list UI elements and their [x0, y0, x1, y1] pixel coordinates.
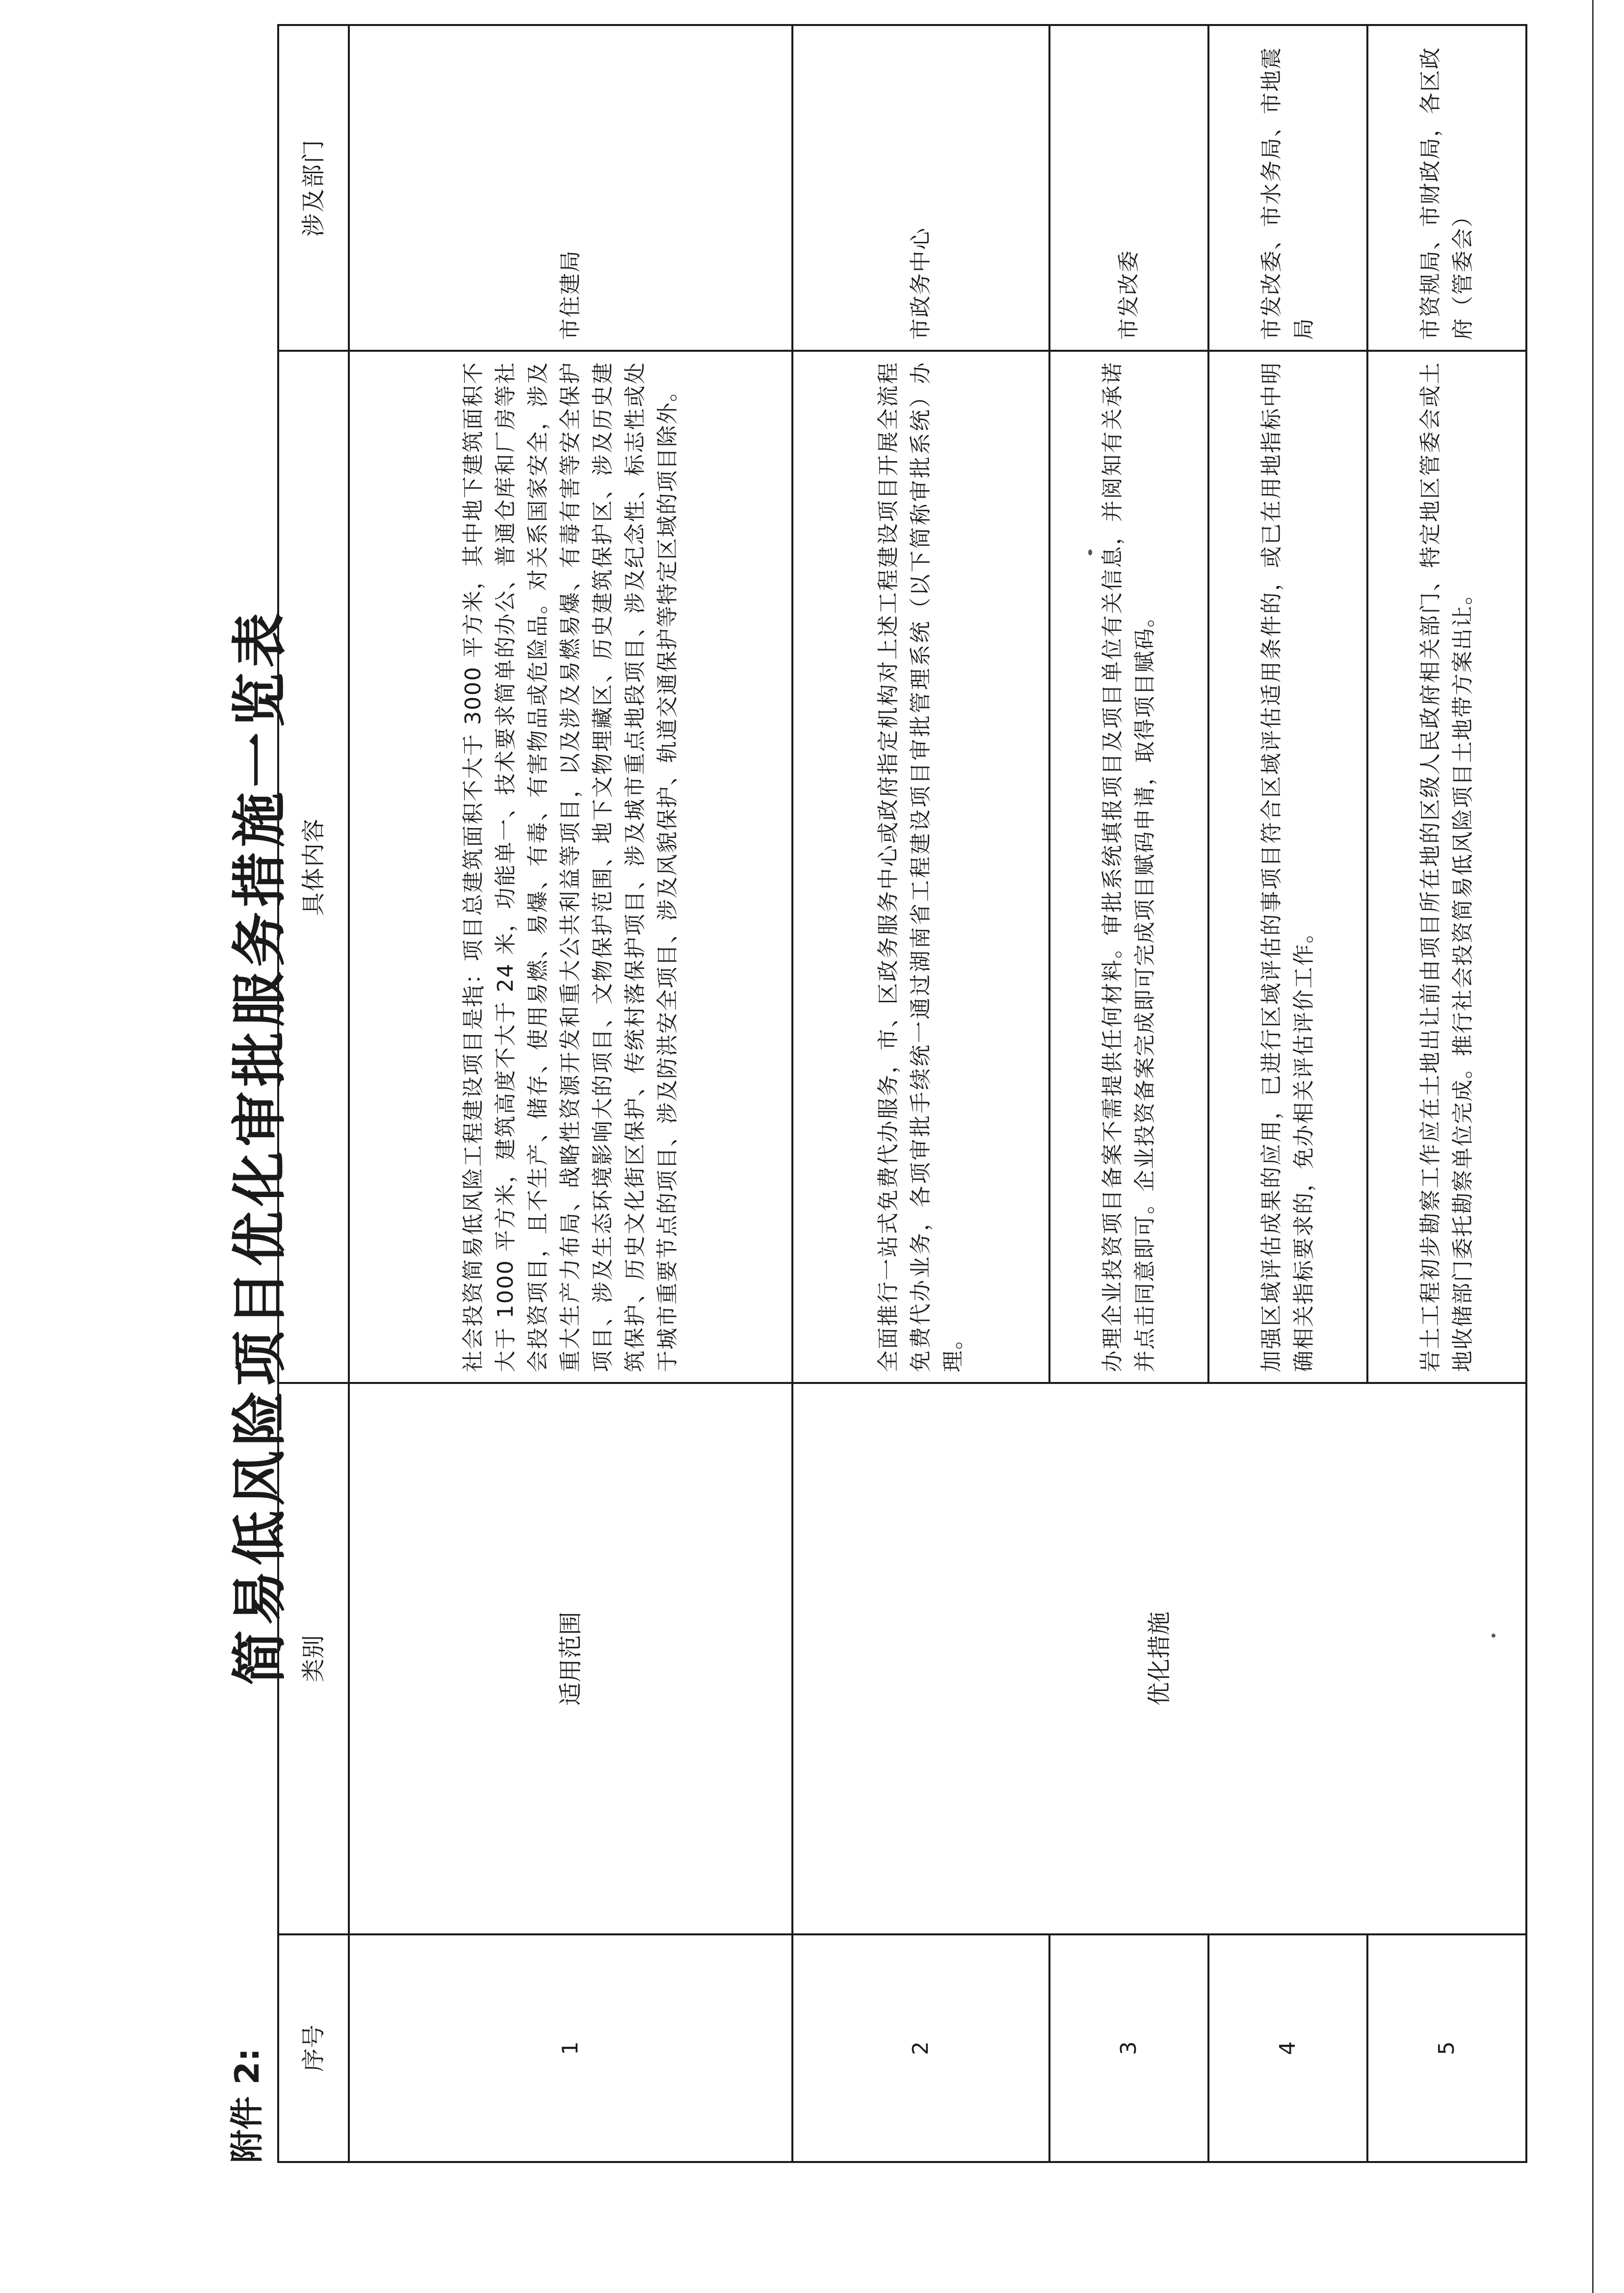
header-content: 具体内容 [278, 351, 349, 1383]
row-department: 市住建局 [349, 25, 792, 351]
table-row [792, 25, 1049, 2162]
row-content: 岩土工程初步勘察工作应在土地出让前由项目所在地的区级人民政府相关部门、特定地区管委会或土地收储部门委托勘察单位完成。推行社会投资简易低风险项目土地带方案出让。 [1367, 351, 1526, 1383]
row-no: 4 [1208, 1934, 1367, 2162]
header-no: 序号 [278, 1934, 349, 2162]
row-no: 2 [792, 1934, 1049, 2162]
row-department: 市资规局、市财政局，各区政府（管委会） [1367, 25, 1526, 351]
row-content: 社会投资简易低风险工程建设项目是指：项目总建筑面积不大于 3000 平方米，其中地下建筑面积不大于 1000 平方米，建筑高度不大于 24 米，功能单一、技术要求简单的办公、普通仓库和厂房等社会投资项目，且不生产、储存、使用易燃、易爆、有毒、有害物品或危险品。对关系国家安全，涉及重大生产力布局、战略性资源开发和重大公共利益等项目，以及涉及易燃易爆、有毒有害等安全保护项目、涉及生态环境影响大的项目、文物保护范围、地下文物埋藏区、历史建筑保护区、涉及历史建筑保护、历史文化街区保护、传统村落保护项目、涉及城市重点地段项目、涉及纪念性、标志性或处于城市重要节点的项目、涉及防洪安全项目、涉及风貌保护、轨道交通保护等特定区域的项目除外。 [349, 351, 792, 1383]
row-content: 全面推行一站式免费代办服务，市、区政务服务中心或政府指定机构对上述工程建设项目开展全流程免费代办业务，各项审批手续统一通过湖南省工程建设项目审批管理系统（以下简称审批系统）办理。 [792, 351, 1049, 1383]
row-department: 市政务中心 [792, 25, 1049, 351]
annex-label: 附件 2: [228, 2048, 267, 2163]
category-optimize: 优化措施 [792, 1383, 1526, 1934]
row-content: 加强区域评估成果的应用，已进行区域评估的事项目符合区域评估适用条件的，或已在用地指标中明确相关指标要求的，免办相关评估评价工作。 [1208, 351, 1367, 1383]
measures-table [277, 24, 1527, 2163]
row-content: 办理企业投资项目备案不需提供任何材料。审批系统填报项目及项目单位有关信息，并阅知有关承诺并点击同意即可。企业投资备案完成即可完成项目赋码申请，取得项目赋码。 [1049, 351, 1208, 1383]
row-no: 3 [1049, 1934, 1208, 2162]
table-row [349, 25, 792, 2162]
header-department: 涉及部门 [278, 25, 349, 351]
document-title: 简易低风险项目优化审批服务措施一览表 [228, 608, 292, 1685]
row-department: 市发改委 [1049, 25, 1208, 351]
row-department: 市发改委、市水务局、市地震局 [1208, 25, 1367, 351]
row-no: 1 [349, 1934, 792, 2162]
row-no: 5 [1367, 1934, 1526, 2162]
table-header-row [278, 25, 349, 2162]
header-category: 类别 [278, 1383, 349, 1934]
category-scope: 适用范围 [349, 1383, 792, 1934]
